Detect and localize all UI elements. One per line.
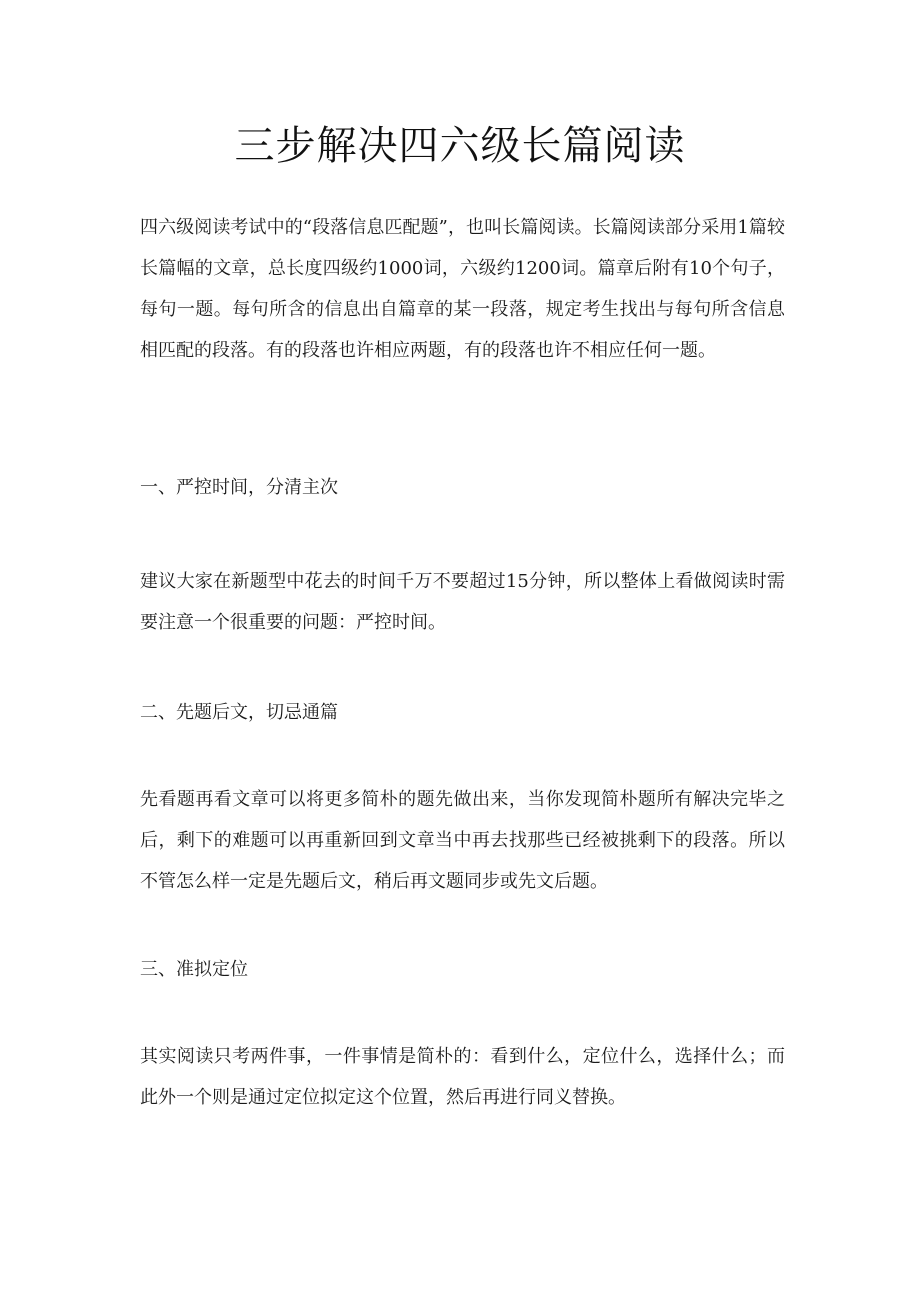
document-title: 三步解决四六级长篇阅读 bbox=[234, 123, 686, 169]
section-heading-1: 一、严控时间，分清主次 bbox=[140, 477, 338, 498]
section-heading-3: 三、准拟定位 bbox=[140, 959, 248, 980]
section-body-2: 先看题再看文章可以将更多简朴的题先做出来，当你发现简朴题所有解决完毕之后，剩下的难题可以再重新回到文章当中再去找那些已经被挑剩下的段落。所以不管怎么样一定是先题后文，稍后再文题同步或先文后题。 bbox=[140, 789, 785, 892]
section-body-1: 建议大家在新题型中花去的时间千万不要超过15分钟，所以整体上看做阅读时需要注意一个很重要的问题：严控时间。 bbox=[140, 571, 785, 633]
section-heading-2: 二、先题后文，切忌通篇 bbox=[140, 702, 338, 723]
section-body-3: 其实阅读只考两件事，一件事情是简朴的：看到什么，定位什么，选择什么；而此外一个则是通过定位拟定这个位置，然后再进行同义替换。 bbox=[140, 1046, 785, 1108]
intro-paragraph: 四六级阅读考试中的“段落信息匹配题”，也叫长篇阅读。长篇阅读部分采用1篇较长篇幅的文章，总长度四级约1000词，六级约1200词。篇章后附有10个句子，每句一题。每句所含的信息出自篇章的某一段落，规定考生找出与每句所含信息相匹配的段落。有的段落也许相应两题，有的段落也许不相应任何一题。 bbox=[140, 217, 785, 361]
